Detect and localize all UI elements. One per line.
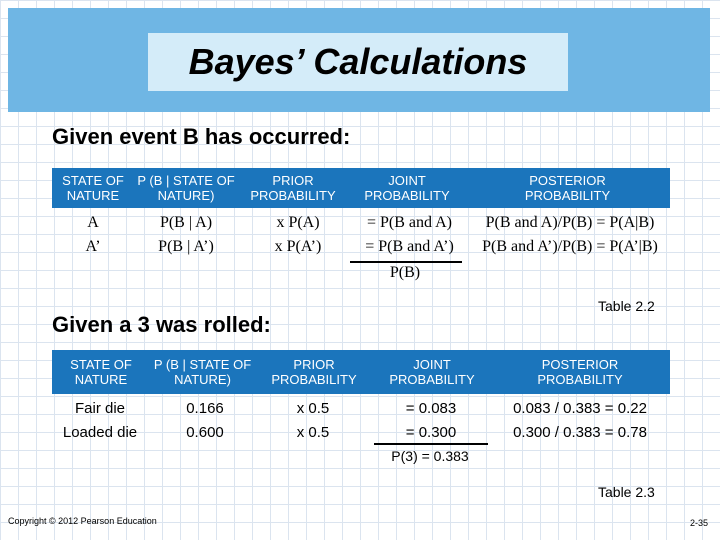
slide-title: Bayes’ Calculations [148, 33, 568, 91]
table-cell: P(B | A’) [158, 238, 214, 255]
section1-heading: Given event B has occurred: [52, 124, 351, 149]
table-cell: 0.300 / 0.383 = 0.78 [513, 424, 647, 441]
table-cell: P(B and A)/P(B) = P(A|B) [485, 214, 655, 231]
section2-header-state: STATE OF NATURE [70, 357, 132, 387]
table-cell: x P(A’) [274, 238, 322, 255]
section1-header-likelihood: P (B | STATE OF NATURE) [137, 173, 235, 203]
section2-header-prior: PRIOR PROBABILITY [271, 357, 357, 387]
section2-header-joint: JOINT PROBABILITY [389, 357, 475, 387]
table-cell: x 0.5 [296, 400, 330, 417]
table-cell: 0.600 [186, 424, 224, 441]
section2-heading: Given a 3 was rolled: [52, 312, 271, 337]
sum-rule [350, 261, 462, 263]
table-cell: = P(B and A) [366, 214, 453, 231]
section1-table-label: Table 2.2 [598, 298, 655, 314]
copyright: Copyright © 2012 Pearson Education [8, 516, 157, 526]
table-cell: A’ [85, 238, 101, 255]
table-cell: x P(A) [276, 214, 320, 231]
table-cell: x 0.5 [296, 424, 330, 441]
table-cell: = 0.300 [405, 424, 457, 441]
table-cell: A [87, 214, 99, 231]
section1-header-state: STATE OF NATURE [62, 173, 124, 203]
table-cell: Loaded die [62, 424, 138, 441]
table-cell: P(B | A) [159, 214, 213, 231]
table-cell: P(B and A’)/P(B) = P(A’|B) [482, 238, 658, 255]
page-number: 2-35 [690, 518, 709, 528]
section2-header-likelihood: P (B | STATE OF NATURE) [153, 357, 252, 387]
section1-header-posterior: POSTERIOR PROBABILITY [524, 173, 611, 203]
sum-rule [374, 443, 488, 445]
section2-table-label: Table 2.3 [598, 484, 655, 500]
section2-header-posterior: POSTERIOR PROBABILITY [537, 357, 623, 387]
section1-header-joint: JOINT PROBABILITY [364, 173, 450, 203]
table-cell: Fair die [74, 400, 126, 417]
table-cell: 0.083 / 0.383 = 0.22 [513, 400, 647, 417]
section2-total: P(3) = 0.383 [391, 448, 469, 464]
section1-header-prior: PRIOR PROBABILITY [250, 173, 336, 203]
section1-total: P(B) [389, 264, 421, 281]
table-cell: = 0.083 [405, 400, 457, 417]
table-cell: 0.166 [186, 400, 224, 417]
table-cell: = P(B and A’) [365, 238, 454, 255]
